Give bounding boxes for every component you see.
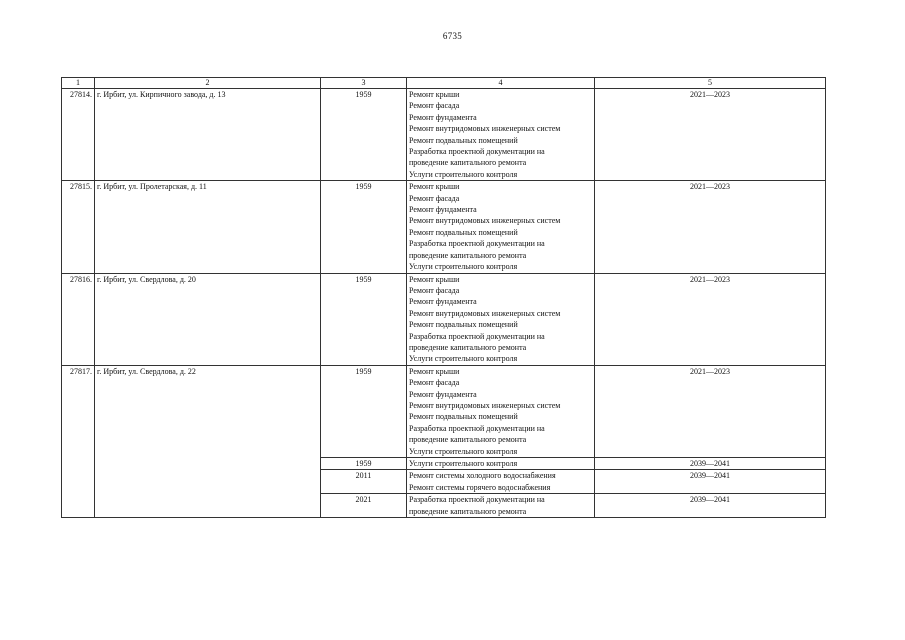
- header-row: [62, 78, 826, 89]
- work-item: Ремонт подвальных помещений: [409, 135, 518, 145]
- work-item: Разработка проектной документации на: [409, 495, 545, 505]
- table-row: [62, 181, 826, 273]
- year-cell: 1959: [321, 458, 407, 470]
- works-cell: [407, 181, 595, 273]
- table-row: [62, 273, 826, 365]
- work-item: Ремонт фундамента: [409, 389, 477, 399]
- works-cell: [407, 89, 595, 181]
- works-cell: [407, 494, 595, 518]
- work-item: проведение капитального ремонта: [409, 342, 527, 352]
- work-item: Разработка проектной документации на: [409, 239, 545, 249]
- row-number: 27816.: [62, 273, 95, 365]
- column-header: 5: [595, 78, 826, 89]
- address-cell: г. Ирбит, ул. Свердлова, д. 22: [95, 365, 321, 517]
- work-item: Ремонт системы холодного водоснабжения: [409, 471, 556, 481]
- work-item: Ремонт крыши: [409, 182, 460, 192]
- work-item: Услуги строительного контроля: [409, 262, 518, 272]
- work-item: Ремонт фундамента: [409, 112, 477, 122]
- work-item: Ремонт внутридомовых инженерных систем: [409, 216, 561, 226]
- work-item: проведение капитального ремонта: [409, 158, 527, 168]
- year-cell: 2021: [321, 494, 407, 518]
- column-header: 4: [407, 78, 595, 89]
- year-cell: 1959: [321, 89, 407, 181]
- work-item: Ремонт подвальных помещений: [409, 320, 518, 330]
- table-row: [62, 365, 826, 457]
- work-item: Ремонт фасада: [409, 193, 460, 203]
- work-item: Услуги строительного контроля: [409, 459, 518, 468]
- address-cell: г. Ирбит, ул. Пролетарская, д. 11: [95, 181, 321, 273]
- works-cell: [407, 470, 595, 494]
- period-cell: 2021—2023: [595, 181, 826, 273]
- period-cell: 2039—2041: [595, 470, 826, 494]
- work-item: Ремонт подвальных помещений: [409, 412, 518, 422]
- work-item: Ремонт подвальных помещений: [409, 227, 518, 237]
- table-row: [62, 89, 826, 181]
- work-item: Ремонт крыши: [409, 366, 460, 376]
- period-cell: 2039—2041: [595, 458, 826, 470]
- work-item: Ремонт фасада: [409, 378, 460, 388]
- work-item: Ремонт внутридомовых инженерных систем: [409, 308, 561, 318]
- period-cell: 2039—2041: [595, 494, 826, 518]
- column-header: 3: [321, 78, 407, 89]
- work-item: проведение капитального ремонта: [409, 435, 527, 445]
- work-item: Ремонт фасада: [409, 101, 460, 111]
- works-cell: [407, 458, 595, 470]
- work-item: Разработка проектной документации на: [409, 147, 545, 157]
- column-header: 2: [95, 78, 321, 89]
- year-cell: 1959: [321, 273, 407, 365]
- work-item: Ремонт фундамента: [409, 205, 477, 215]
- work-item: Ремонт крыши: [409, 274, 460, 284]
- row-number: 27817.: [62, 365, 95, 517]
- column-header: 1: [62, 78, 95, 89]
- work-item: Услуги строительного контроля: [409, 169, 518, 179]
- page-number: 6735: [442, 31, 463, 41]
- work-item: Услуги строительного контроля: [409, 446, 518, 456]
- row-number: 27815.: [62, 181, 95, 273]
- work-item: проведение капитального ремонта: [409, 250, 527, 260]
- work-item: Ремонт системы горячего водоснабжения: [409, 482, 551, 492]
- row-number: 27814.: [62, 89, 95, 181]
- work-item: Ремонт фасада: [409, 285, 460, 295]
- work-item: Разработка проектной документации на: [409, 423, 545, 433]
- register-table: [61, 77, 826, 518]
- work-item: Услуги строительного контроля: [409, 354, 518, 364]
- year-cell: 1959: [321, 181, 407, 273]
- year-cell: 1959: [321, 365, 407, 457]
- period-cell: 2021—2023: [595, 89, 826, 181]
- year-cell: 2011: [321, 470, 407, 494]
- work-item: Ремонт внутридомовых инженерных систем: [409, 400, 561, 410]
- work-item: Разработка проектной документации на: [409, 331, 545, 341]
- works-cell: [407, 365, 595, 457]
- work-item: Ремонт фундамента: [409, 297, 477, 307]
- work-item: проведение капитального ремонта: [409, 506, 527, 516]
- period-cell: 2021—2023: [595, 365, 826, 457]
- work-item: Ремонт внутридомовых инженерных систем: [409, 124, 561, 134]
- works-cell: [407, 273, 595, 365]
- address-cell: г. Ирбит, ул. Свердлова, д. 20: [95, 273, 321, 365]
- work-item: Ремонт крыши: [409, 90, 460, 99]
- address-cell: г. Ирбит, ул. Кирпичного завода, д. 13: [95, 89, 321, 181]
- period-cell: 2021—2023: [595, 273, 826, 365]
